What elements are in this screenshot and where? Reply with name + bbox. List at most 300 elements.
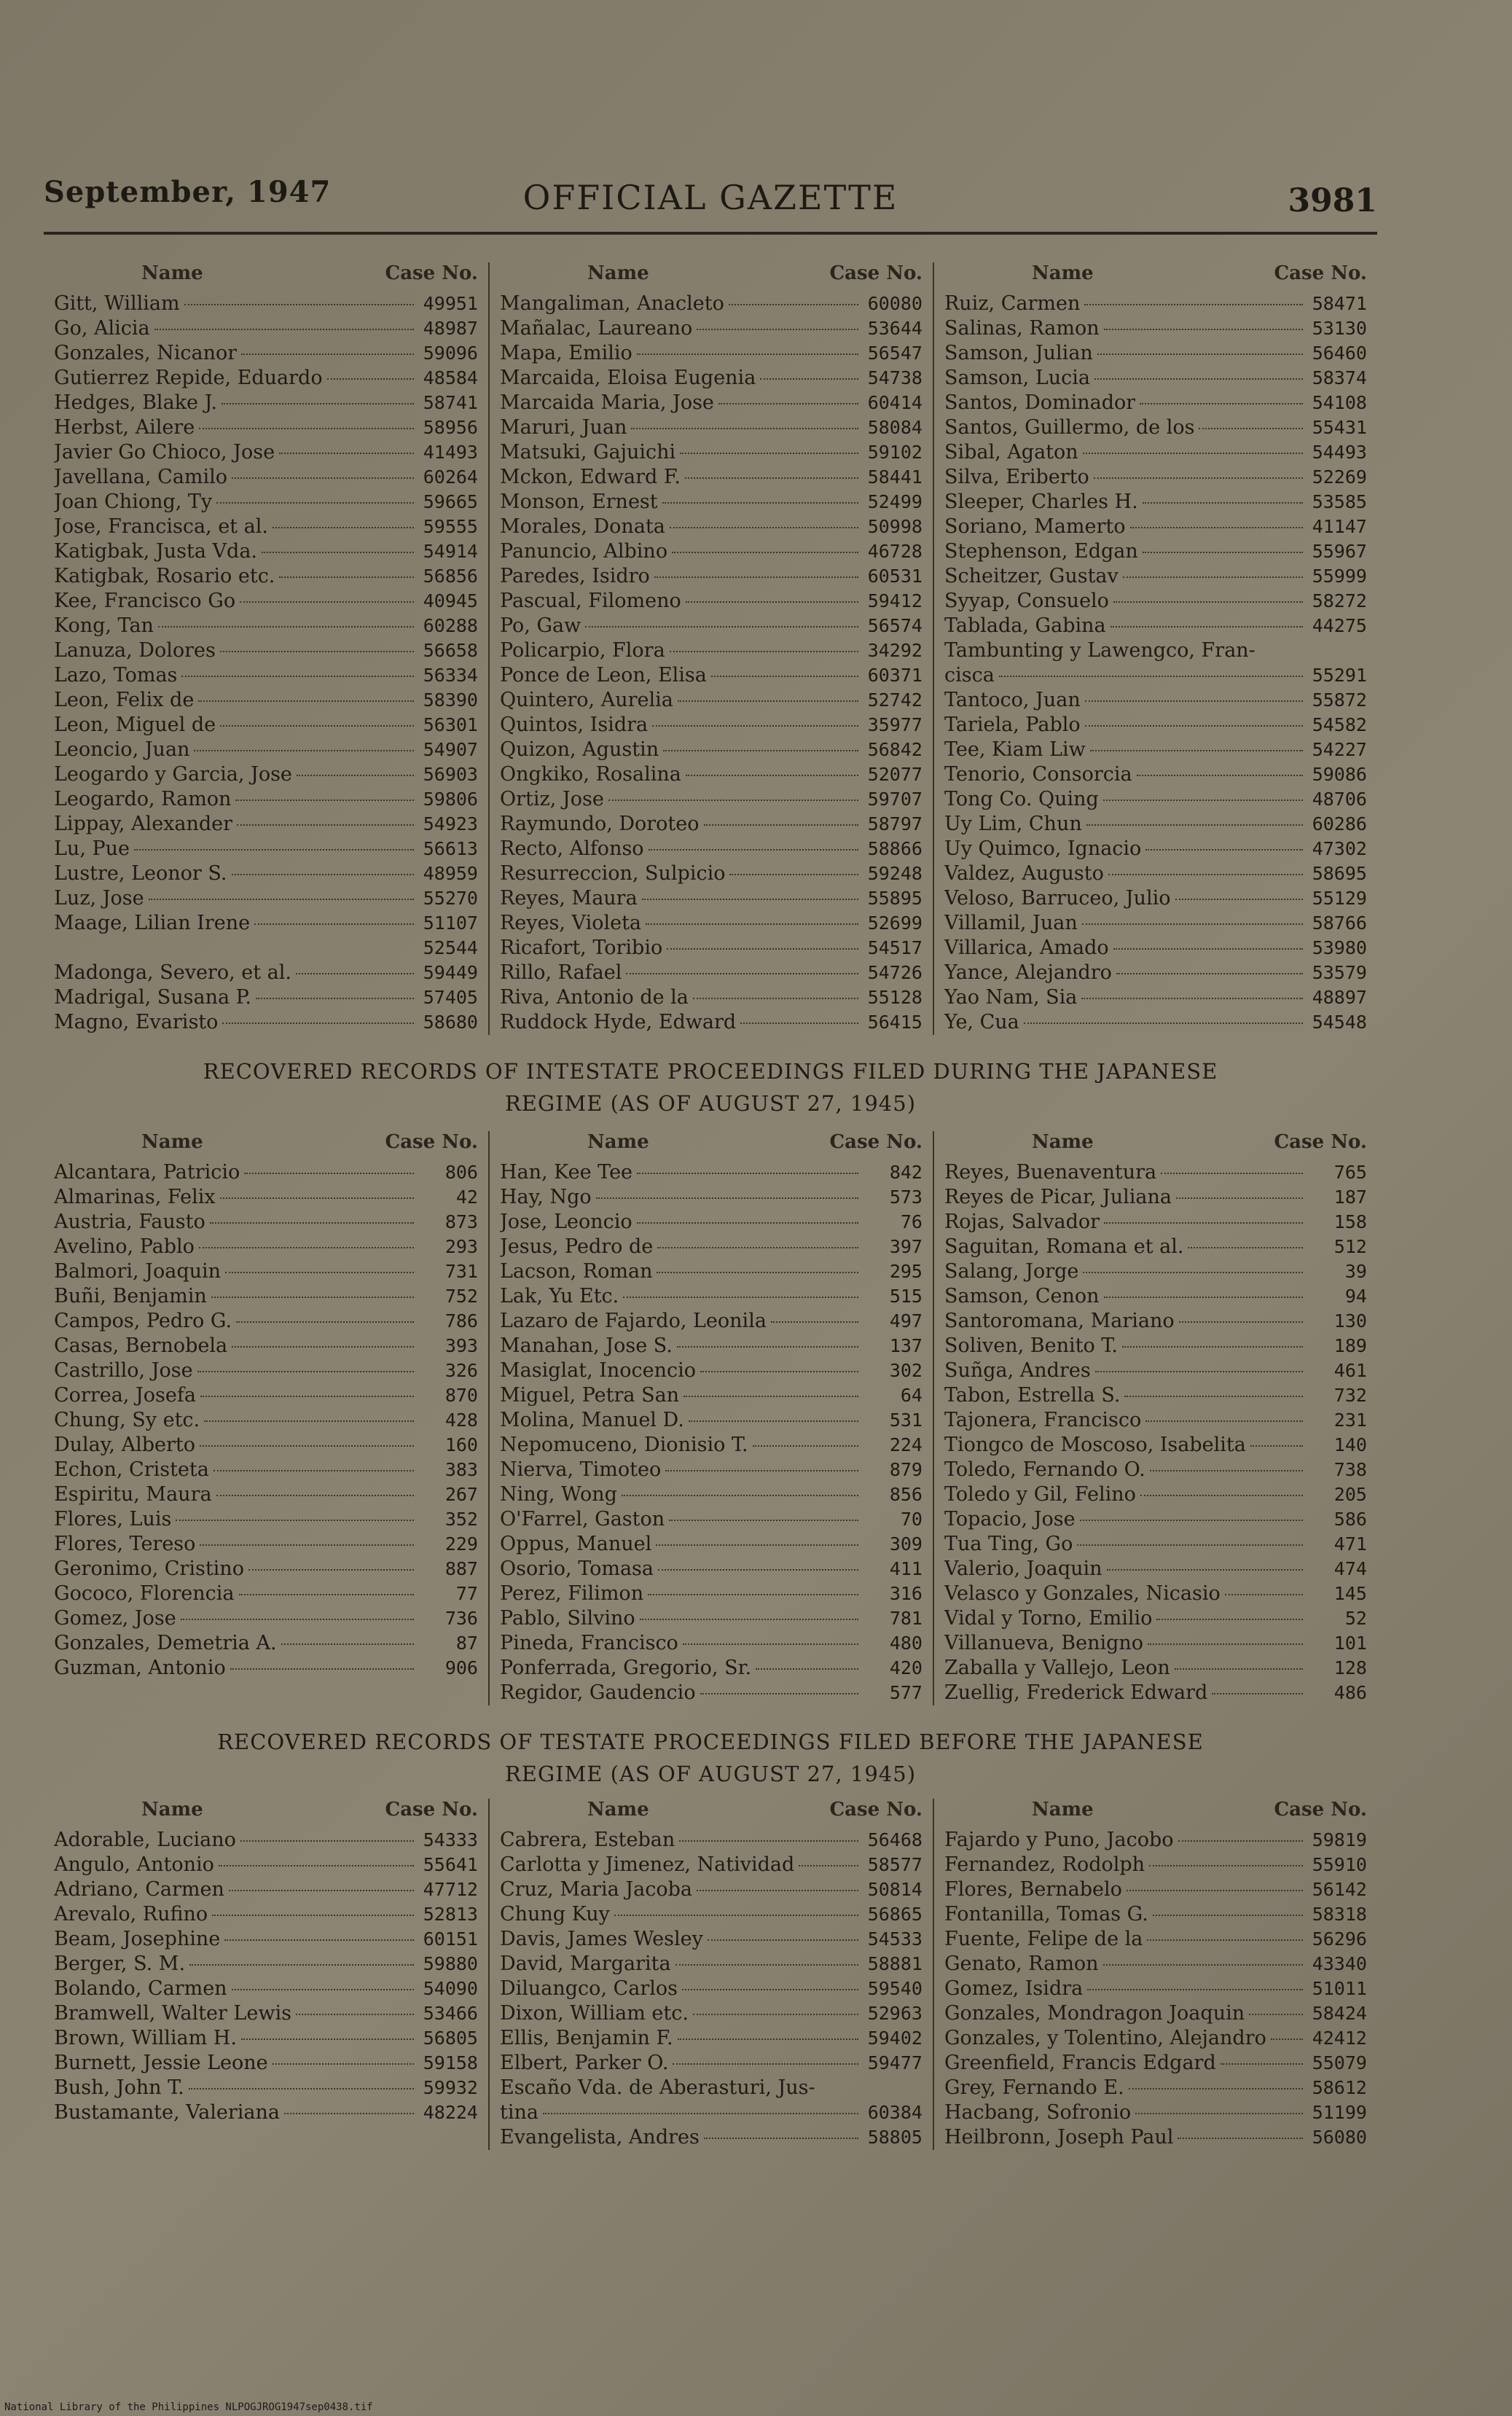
record-row [500,1408,923,1433]
record-case-number: 59096 [423,343,478,364]
leader-dots [1140,402,1303,404]
record-case-number: 309 [889,1533,923,1555]
record-name: Leon, Felix de [54,689,195,711]
section-2-columns [44,1131,1377,1705]
record-row [54,837,478,861]
record-case-number: 856 [889,1484,923,1505]
record-row [944,366,1367,391]
record-row [54,1532,478,1557]
record-row [500,1010,923,1035]
record-row [944,1532,1367,1557]
record-case-number: 54907 [423,739,478,760]
leader-dots [1085,724,1303,727]
record-case-number: 46728 [867,541,923,562]
record-case-number: 428 [444,1410,478,1431]
record-case-number: 58374 [1312,367,1367,388]
record-name: Salang, Jorge [944,1260,1079,1283]
record-name: Tajonera, Francisco [944,1409,1142,1431]
record-row [54,614,478,638]
record-case-number: 77 [455,1583,478,1604]
record-name: Casas, Bernobela [54,1334,228,1357]
record-case-number: 295 [889,1261,923,1282]
record-name: Maruri, Juan [499,416,627,439]
record-row [944,465,1367,490]
header-case-label: Case No. [385,262,478,284]
record-row [944,1656,1367,1681]
leader-dots [281,1643,414,1645]
leader-dots [327,378,414,380]
record-row [944,1902,1367,1927]
record-name: Jose, Francisca, et al. [54,515,268,538]
record-row [944,837,1367,861]
record-case-number: 393 [444,1335,478,1356]
record-case-number: 58797 [867,813,923,834]
leader-dots [678,700,858,702]
page-header [44,175,1377,226]
record-case-number: 55967 [1312,541,1367,562]
record-name: Ponferrada, Gregorio, Sr. [499,1657,752,1679]
record-case-number: 54533 [867,1928,923,1950]
record-case-number: 59555 [423,516,478,537]
record-case-number: 50998 [867,516,923,537]
leader-dots [198,700,414,702]
record-case-number: 58741 [423,392,478,413]
section-1-table [44,262,1377,1035]
leader-dots [240,601,414,603]
header-name-label: Name [141,1799,203,1821]
leader-dots [680,452,858,454]
record-name: Quintero, Aurelia [499,689,673,711]
record-row [944,1828,1367,1853]
record-row [944,812,1367,837]
record-name: Molina, Manuel D. [499,1409,684,1431]
record-row [54,638,478,663]
leader-dots [637,353,858,355]
record-name: Lustre, Leonor S. [54,862,227,885]
record-name: Resurreccion, Sulpicio [499,862,726,885]
record-name: Lippay, Alexander [54,813,233,835]
record-name: Velasco y Gonzales, Nicasio [944,1582,1221,1605]
record-case-number: 56142 [1312,1879,1367,1900]
record-name: Santoromana, Mariano [944,1310,1175,1332]
header-rule [44,232,1377,235]
record-row [944,1582,1367,1606]
record-name: Berger, S. M. [54,1952,186,1975]
record-name: Jesus, Pedro de [499,1235,654,1258]
record-name: Santos, Dominador [944,391,1136,414]
record-row [500,2100,923,2125]
leader-dots [240,1840,414,1842]
record-name: Maage, Lilian Irene [54,912,251,934]
record-case-number: 879 [889,1459,923,1480]
header-case-label: Case No. [829,262,923,284]
record-case-number: 48706 [1312,789,1367,810]
record-row [500,985,923,1010]
record-case-number: 54227 [1312,739,1367,760]
record-row [500,2125,923,2150]
record-case-number: 55910 [1312,1854,1367,1875]
record-name: Sibal, Agaton [944,441,1078,464]
record-row [54,440,478,465]
record-name: Vidal y Torno, Emilio [944,1607,1153,1630]
record-row [54,1557,478,1582]
record-name: Mapa, Emilio [499,342,632,364]
leader-dots [637,1221,858,1224]
leader-dots [296,2013,414,2015]
record-case-number: 130 [1333,1310,1367,1332]
record-case-number: 58766 [1312,912,1367,934]
record-row [54,2001,478,2026]
record-name: Angulo, Antonio [54,1853,214,1876]
record-row [54,1902,478,1927]
record-name: Arevalo, Rufino [54,1903,208,1926]
record-row [944,762,1367,787]
section-1-columns [44,262,1377,1035]
leader-dots [1113,947,1303,950]
record-name: Hedges, Blake J. [54,391,217,414]
record-case-number: 48897 [1312,987,1367,1008]
leader-dots [1129,2087,1303,2089]
record-name: Saguitan, Romana et al. [944,1235,1184,1258]
record-case-number: 60371 [867,665,923,686]
record-name: Cabrera, Esteban [499,1829,675,1851]
record-row [54,1482,478,1507]
record-row [54,391,478,415]
section-2-heading-line2: REGIME (AS OF AUGUST 27, 1945) [504,1091,917,1116]
header-case-label: Case No. [1274,1799,1367,1821]
leader-dots [134,848,414,851]
record-row [54,1853,478,1877]
leader-dots [1250,1444,1303,1447]
record-row [944,316,1367,341]
record-name: Topacio, Jose [944,1508,1076,1530]
leader-dots [200,1544,414,1546]
record-name: Greenfield, Francis Edgard [944,2052,1216,2074]
record-name: Grey, Fernando E. [944,2076,1124,2099]
record-name: Guzman, Antonio [54,1657,226,1679]
leader-dots [1087,1988,1303,1990]
record-name: Javellana, Camilo [54,466,228,488]
record-case-number: 786 [444,1310,478,1332]
header-case-label: Case No. [829,1131,923,1153]
record-row [944,490,1367,515]
record-name: Nierva, Timoteo [499,1458,662,1481]
record-case-number: 411 [889,1558,923,1579]
leader-dots [220,650,414,652]
record-row [54,985,478,1010]
record-name: Osorio, Tomasa [499,1557,654,1580]
record-case-number: 47302 [1312,838,1367,859]
record-name: Espiritu, Maura [54,1483,212,1506]
record-case-number: 58680 [423,1012,478,1033]
leader-dots [1124,1395,1303,1397]
record-row [944,688,1367,713]
record-case-number: 52699 [867,912,923,934]
record-name: Silva, Eriberto [944,466,1089,488]
leader-dots [1137,774,1303,776]
record-name: Riva, Antonio de la [499,986,689,1009]
record-name: Soriano, Mamerto [944,515,1126,538]
record-name: Soliven, Benito T. [944,1334,1118,1357]
record-row [944,911,1367,936]
record-case-number: 58695 [1312,863,1367,884]
header-case-label: Case No. [1274,262,1367,284]
record-name: Pascual, Filomeno [499,590,681,612]
record-row [500,1853,923,1877]
record-case-number: 42412 [1312,2028,1367,2049]
record-case-number: 59449 [423,962,478,983]
record-case-number: 54333 [423,1829,478,1850]
leader-dots [1104,328,1303,330]
record-row [54,961,478,985]
record-name: Cruz, Maria Jacoba [499,1878,692,1901]
leader-dots [686,774,858,776]
leader-dots [683,1395,858,1397]
record-row [944,936,1367,961]
record-row [54,1507,478,1532]
record-row [944,2026,1367,2051]
record-name: Tablada, Gabina [944,614,1106,637]
section-3-heading-line1: RECOVERED RECORDS OF TESTATE PROCEEDINGS FILED BEFORE THE JAPANESE [217,1729,1204,1754]
record-name: Mañalac, Laureano [499,317,693,340]
record-case-number: 52269 [1312,466,1367,488]
leader-dots [673,2063,858,2065]
leader-dots [1130,526,1303,528]
record-name: Dixon, William etc. [499,2002,689,2025]
record-row [944,1458,1367,1482]
record-case-number: 48987 [423,318,478,339]
leader-dots [1225,1593,1303,1595]
record-name: Buñi, Benjamin [54,1285,207,1307]
record-case-number: 39 [1344,1261,1367,1282]
record-case-number: 60531 [867,566,923,587]
record-row [500,1977,923,2001]
record-name: Fuente, Felipe de la [944,1928,1143,1950]
leader-dots [1149,1864,1303,1866]
header-name-label: Name [587,1131,649,1153]
record-row [500,1334,923,1358]
record-name: Pablo, Silvino [499,1607,635,1630]
column-header [944,1799,1367,1821]
leader-dots [237,824,414,826]
name-column [933,1131,1377,1705]
record-row [944,663,1367,688]
record-name: Regidor, Gaudencio [499,1681,696,1704]
leader-dots [667,947,858,950]
record-row [500,861,923,886]
record-row [500,490,923,515]
record-case-number: 58577 [867,1854,923,1875]
record-row [500,1877,923,1902]
record-name: Reyes, Violeta [499,912,642,934]
record-case-number: 383 [444,1459,478,1480]
record-case-number: 765 [1333,1162,1367,1183]
record-name: Uy Lim, Chun [944,813,1082,835]
record-name: Valerio, Joaquin [944,1557,1102,1580]
leader-dots [756,1668,858,1670]
leader-dots [273,2063,414,2065]
leader-dots [181,675,414,677]
record-case-number: 60264 [423,466,478,488]
record-name: Ye, Cua [944,1011,1019,1033]
record-case-number: 806 [444,1162,478,1183]
leader-dots [1122,1345,1303,1348]
record-row [500,1160,923,1185]
record-row [54,1334,478,1358]
record-case-number: 54582 [1312,714,1367,735]
record-name: Bustamante, Valeriana [54,2101,280,2124]
record-name: Sleeper, Charles H. [944,490,1138,513]
record-row [54,1160,478,1185]
leader-dots [1103,1963,1303,1966]
record-name: Flores, Bernabelo [944,1878,1122,1901]
record-case-number: 47712 [423,1879,478,1900]
record-row [944,1927,1367,1952]
leader-dots [224,1939,414,1941]
record-name: Stephenson, Edgan [944,540,1138,563]
leader-dots [642,898,858,900]
leader-dots [656,1544,858,1546]
record-name: Katigbak, Rosario etc. [54,565,275,587]
record-row [54,1582,478,1606]
record-row [500,1681,923,1705]
column-header [500,262,923,284]
record-row [54,861,478,886]
publication-title: OFFICIAL GAZETTE [522,178,898,217]
record-row [54,787,478,812]
record-case-number: 461 [1333,1360,1367,1381]
record-name: Lu, Pue [54,837,130,860]
leader-dots [229,1889,414,1891]
record-case-number: 316 [889,1583,923,1604]
record-name: Castrillo, Jose [54,1359,193,1382]
record-name: Reyes, Maura [499,887,638,910]
record-name: Evangelista, Andres [499,2126,700,2149]
record-row [944,1408,1367,1433]
record-row [54,1259,478,1284]
record-case-number: 34292 [867,640,923,661]
record-case-number: 64 [900,1385,923,1406]
record-row [54,1927,478,1952]
leader-dots [1094,378,1303,380]
leader-dots [670,526,858,528]
record-name: Syyap, Consuelo [944,590,1109,612]
record-name: Beam, Josephine [54,1928,221,1950]
leader-dots [693,997,858,999]
leader-dots [256,997,414,999]
record-case-number: 59806 [423,789,478,810]
record-row [944,787,1367,812]
leader-dots [1103,799,1303,801]
leader-dots [199,427,414,429]
record-name: O'Farrel, Gaston [499,1508,665,1530]
section-2-heading [44,1055,1377,1119]
record-row [54,415,478,440]
record-row [944,1160,1367,1185]
record-row [500,341,923,366]
record-name: Adriano, Carmen [54,1878,224,1901]
leader-dots [1143,501,1303,504]
record-case-number: 60286 [1312,813,1367,834]
record-name: Pineda, Francisco [499,1632,678,1654]
record-name: Magno, Evaristo [54,1011,219,1033]
leader-dots [236,1321,414,1323]
name-column [933,262,1377,1035]
record-row [500,415,923,440]
leader-dots [657,1246,858,1248]
record-name: Raymundo, Doroteo [499,813,700,835]
record-row [54,1828,478,1853]
leader-dots [729,873,858,875]
leader-dots [686,601,858,603]
record-row [54,688,478,713]
issue-date: September, 1947 [44,175,332,209]
record-row [944,614,1367,638]
page-number: 3981 [1288,182,1377,219]
record-name: Oppus, Manuel [499,1533,652,1555]
record-row [500,292,923,316]
record-row [54,1631,478,1656]
record-row [54,738,478,762]
header-name-label: Name [1031,262,1094,284]
record-name: Madonga, Severo, et al. [54,961,291,984]
record-row [500,2076,923,2100]
leader-dots [711,675,858,677]
record-case-number: 59402 [867,2028,923,2049]
record-case-number: 187 [1333,1187,1367,1208]
header-name-label: Name [587,1799,649,1821]
record-name: Reyes, Buenaventura [944,1161,1157,1184]
leader-dots [596,1197,858,1199]
record-case-number: 56574 [867,615,923,636]
record-name: Lanuza, Dolores [54,639,216,662]
leader-dots [657,1271,858,1273]
leader-dots [729,303,858,305]
record-case-number: 56415 [867,1012,923,1033]
record-row [54,292,478,316]
record-case-number: 56460 [1312,343,1367,364]
record-name: Joan Chiong, Ty [54,490,213,513]
record-case-number: 58956 [423,417,478,438]
record-case-number: 52544 [423,937,478,958]
record-case-number: 55431 [1312,417,1367,438]
record-name: Veloso, Barruceo, Julio [944,887,1171,910]
leader-dots [700,1370,858,1372]
record-row [944,861,1367,886]
record-case-number: 53466 [423,2003,478,2024]
record-name: Almarinas, Felix [54,1186,216,1208]
leader-dots [1081,997,1303,999]
record-row [54,564,478,589]
record-name: Masiglat, Inocencio [499,1359,697,1382]
scan-footer: National Library of the Philippines NLPOGJROG1947sep0438.tif [4,2401,373,2413]
record-row [944,1259,1367,1284]
leader-dots [543,2112,858,2114]
leader-dots [1024,1022,1303,1024]
record-name: Flores, Tereso [54,1533,196,1555]
record-case-number: 55895 [867,888,923,909]
record-name: Lazaro de Fajardo, Leonila [499,1310,767,1332]
record-row [500,1259,923,1284]
record-row [500,1210,923,1235]
record-case-number: 50814 [867,1879,923,1900]
record-name: Gonzales, Demetria A. [54,1632,277,1654]
record-name: Samson, Cenon [944,1285,1100,1307]
record-row [500,2001,923,2026]
record-row [54,911,478,936]
record-case-number: 56658 [423,640,478,661]
leader-dots [241,2038,414,2040]
